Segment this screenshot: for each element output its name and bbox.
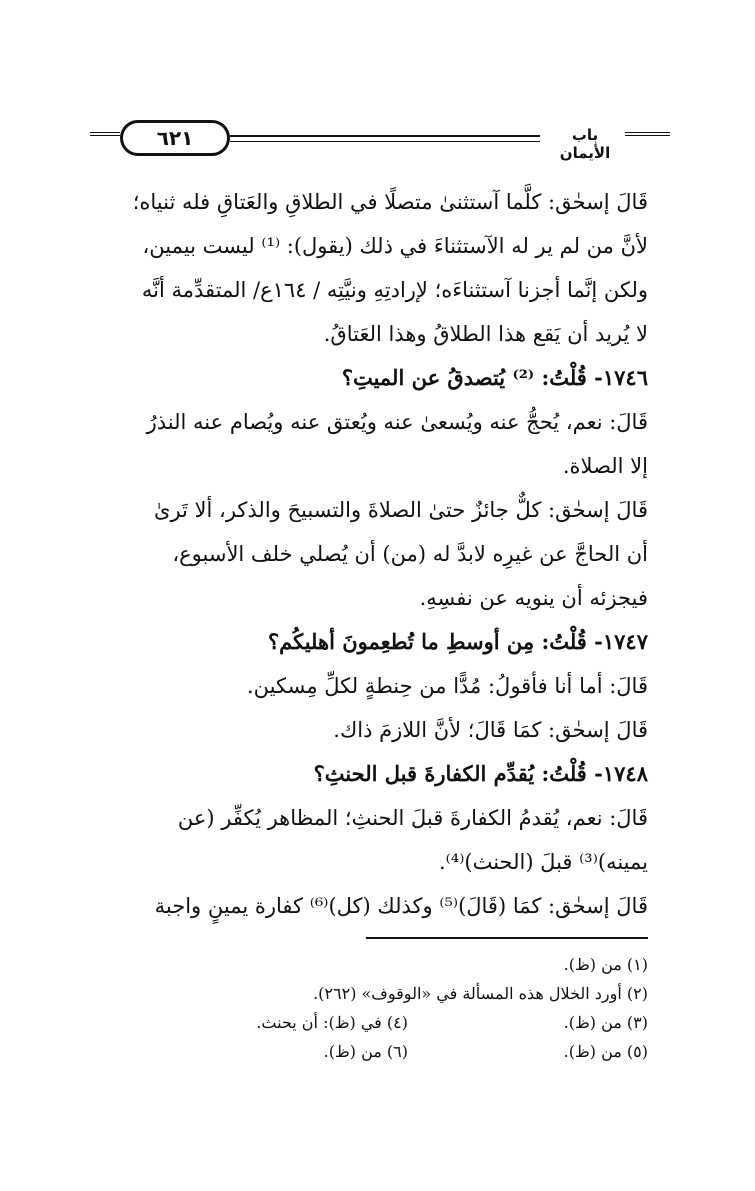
footnote-1: (١) من (ظ). — [563, 955, 648, 974]
footnote-6: (٦) من (ظ). — [323, 1042, 408, 1061]
header-rule-middle — [230, 135, 540, 137]
page-number: ٦٢١ — [120, 120, 230, 156]
text-line: لأنَّ من لم ير له الآستثناءَ في ذلك (يقول): ⁽¹⁾ ليست بيمين، — [142, 234, 648, 258]
header-rule-middle-thin — [230, 141, 540, 142]
running-header — [90, 118, 670, 162]
text-line: إلا الصلاة. — [562, 454, 648, 478]
header-rule-right — [625, 132, 670, 136]
text-line: قَالَ إسحٰق: كمَا قَالَ؛ لأنَّ اللازمَ ذاك. — [333, 718, 648, 742]
footnote-row — [160, 1037, 648, 1066]
text-line: أن الحاجَّ عن غيرِه لابدَّ له (من) أن يُصلي خلف الأسبوع، — [172, 542, 648, 566]
text-line: لا يُريد أن يَقع هذا الطلاقُ وهذا العَتاقُ. — [323, 322, 648, 346]
footnote-row — [160, 979, 648, 1008]
footnote-row — [160, 1008, 648, 1037]
footnote-4: (٤) في (ظ): أن يحنث. — [256, 1013, 408, 1032]
chapter-title: باب الأيمان — [559, 126, 611, 162]
text-line: قَالَ إسحٰق: كمَا (قَالَ)⁽⁵⁾ وكذلك (كل)⁽⁶⁾ كفارة يمينٍ واجبة — [154, 894, 648, 918]
header-rule-left — [90, 132, 120, 136]
footnote-2: (٢) أورد الخلال هذه المسألة في «الوقوف» (٢٦٢). — [313, 984, 648, 1003]
main-text — [92, 180, 648, 928]
text-line: قَالَ إسحٰق: كلَّما آستثنىٰ متصلًا في الطلاقِ والعَتاقِ فله ثنياه؛ — [132, 190, 648, 214]
footnotes — [160, 950, 648, 1066]
question-1748: ١٧٤٨- قُلْتُ: يُقدِّم الكفارةَ قبل الحنثِ؟ — [313, 761, 648, 786]
footnote-separator — [366, 937, 648, 939]
text-line: قَالَ: نعم، يُقدمُ الكفارةَ قبلَ الحنثِ؛ المظاهر يُكفِّر (عن — [177, 806, 648, 830]
question-1747: ١٧٤٧- قُلْتُ: مِن أوسطِ ما تُطعِمونَ أهليكُم؟ — [268, 629, 648, 654]
text-line: قَالَ: أما أنا فأقولُ: مُدًّا من حِنطةٍ لكلِّ مِسكين. — [246, 674, 648, 698]
text-line: فيجزئه أن ينويه عن نفسِهِ. — [419, 586, 648, 610]
footnote-5: (٥) من (ظ). — [563, 1042, 648, 1061]
text-line: قَالَ: نعم، يُحجُّ عنه ويُسعىٰ عنه ويُعتق عنه ويُصام عنه النذرُ — [146, 410, 648, 434]
footnote-3: (٣) من (ظ). — [563, 1013, 648, 1032]
question-1746: ١٧٤٦- قُلْتُ: ⁽²⁾ يُتصدقُ عن الميتِ؟ — [341, 365, 648, 390]
text-line: قَالَ إسحٰق: كلٌّ جائزٌ حتىٰ الصلاةَ والتسبيحَ والذكر، ألا تَرىٰ — [154, 498, 648, 522]
text-line: ولكن إنَّما أجزنا آستثناءَه؛ لإرادتِهِ ونيَّتِه / ١٦٤ع/ المتقدِّمة أنَّه — [141, 278, 648, 302]
footnote-row — [160, 950, 648, 979]
text-line: يمينه)⁽³⁾ قبلَ (الحنث)⁽⁴⁾. — [438, 850, 648, 874]
